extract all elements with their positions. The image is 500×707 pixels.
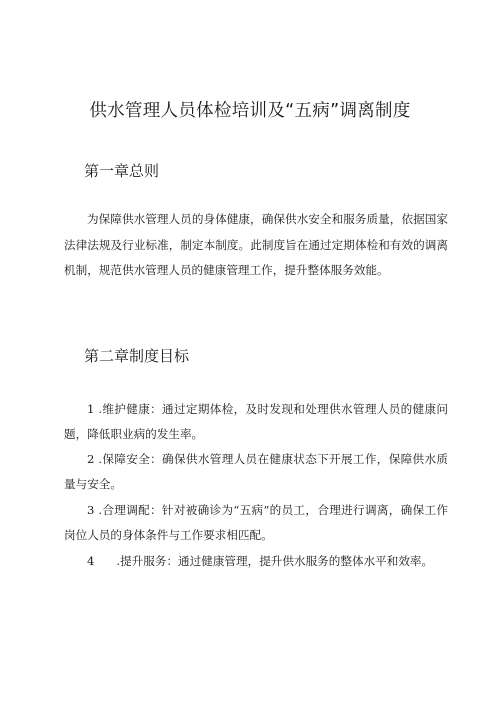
chapter1-heading: 第一章总则 [84,162,160,180]
list-item-number: 4 [87,554,95,568]
list-item [64,447,448,496]
list-item-text: .维护健康：通过定期体检，及时发现和处理供水管理人员的健康问题，降低职业病的发生率。 [64,402,448,441]
chapter2-heading: 第二章制度目标 [84,347,190,365]
list-item-number: 3 [87,503,95,517]
list-item-number: 1 [87,402,95,416]
list-item [64,498,448,547]
document-title: 供水管理人员体检培训及“五病”调离制度 [89,101,411,121]
chapter1-paragraph: 为保障供水管理人员的身体健康，确保供水安全和服务质量，依据国家法律法规及行业标准，制定本制度。此制度旨在通过定期体检和有效的调离机制，规范供水管理人员的健康管理工作，提升整体服务效能。 [64,212,448,277]
list-item-number: 2 [87,452,95,466]
list-item-text: .保障安全：确保供水管理人员在健康状态下开展工作，保障供水质量与安全。 [64,452,448,491]
list-item [64,397,448,446]
list-item-text: .合理调配：针对被确诊为“五病”的员工，合理进行调离，确保工作岗位人员的身体条件与工作要求相匹配。 [64,503,448,542]
list-item [64,549,448,574]
list-item-text: .提升服务：通过健康管理，提升供水服务的整体水平和效率。 [116,554,434,568]
